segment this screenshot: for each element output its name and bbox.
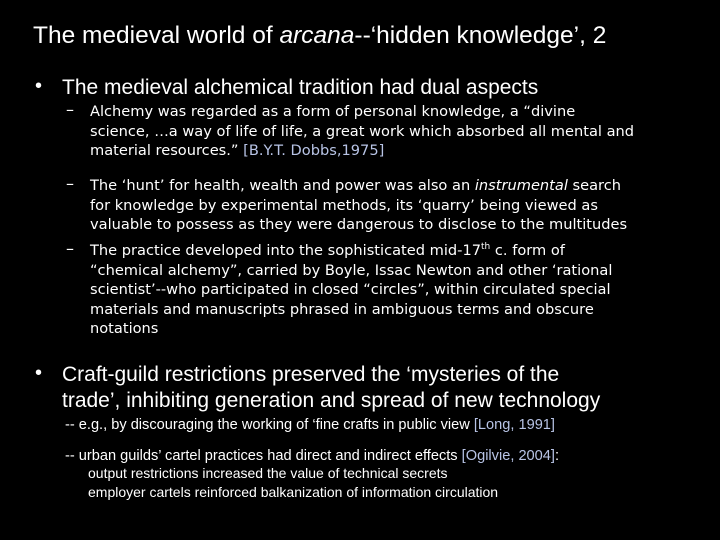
bullet-2-line-1: Craft-guild restrictions preserved the ‘mysteries of the [62,363,560,386]
bullet-1-marker: • [35,75,43,97]
sub-1-dash: – [66,100,74,119]
sub-2-line-3: valuable to possess as they were dangerous to disclose to the multitudes [90,216,628,234]
sub-2-line-1-italic: instrumental [474,177,568,194]
sub-3 [90,241,700,339]
sub-3-line-5: notations [90,320,159,338]
sub-3-superscript: th [481,242,491,253]
bullet-2-sub-2-colon: : [554,448,560,464]
title-italic: arcana [279,22,355,49]
bullet-2-line-2: trade’, inhibiting generation and spread of new technology [62,389,601,412]
sub-3-line-4: materials and manuscripts phrased in ambiguous terms and obscure [90,300,594,318]
sub-3-line-1 [90,241,700,261]
sub-3-line-1-prefix: The practice developed into the sophisticated mid-17 [90,242,482,259]
sub-1-line-3 [90,141,700,161]
sub-1-line-3-text: material resources.” [90,142,244,160]
sub-2-line-2: for knowledge by experimental methods, its ‘quarry’ being viewed as [90,196,598,214]
bullet-2 [62,362,600,414]
sub-2-line-1-prefix: The ‘hunt’ for health, wealth and power was also an [90,177,475,194]
sub-3-line-2: “chemical alchemy”, carried by Boyle, Issac Newton and other ‘rational [90,261,613,279]
bullet-2-sub-3: output restrictions increased the value of technical secrets [88,465,448,481]
title-prefix: The medieval world of [33,22,280,49]
slide-title [33,20,713,52]
bullet-2-sub-2 [65,446,559,466]
sub-2 [90,176,700,235]
sub-3-dash: – [66,239,74,258]
sub-2-dash: – [66,174,74,193]
title-suffix: --‘hidden knowledge’, 2 [354,22,607,49]
sub-1-line-1: Alchemy was regarded as a form of personal knowledge, a “divine [90,103,576,120]
citation-long: [Long, 1991] [473,417,555,433]
sub-3-line-3: scientist’--who participated in closed “circles”, within circulated special [90,281,611,299]
bullet-2-sub-1-text: -- e.g., by discouraging the working of ‘fine crafts in public view [65,417,474,433]
sub-1 [90,102,700,161]
bullet-2-sub-4: employer cartels reinforced balkanization of information circulation [88,484,499,500]
sub-2-line-1-suffix: search [567,177,622,194]
bullet-2-sub-1 [65,415,555,435]
sub-2-line-1 [90,176,700,196]
bullet-1: The medieval alchemical tradition had dual aspects [62,76,539,99]
citation-ogilvie: [Ogilvie, 2004] [461,448,555,464]
bullet-2-sub-2-text: -- urban guilds’ cartel practices had direct and indirect effects [65,448,462,464]
sub-3-line-1-suffix: c. form of [490,242,565,259]
bullet-2-marker: • [35,362,43,384]
citation-dobbs: [B.Y.T. Dobbs,1975] [243,142,385,160]
sub-1-line-2: science, …a way of life of life, a great work which absorbed all mental and [90,122,635,140]
